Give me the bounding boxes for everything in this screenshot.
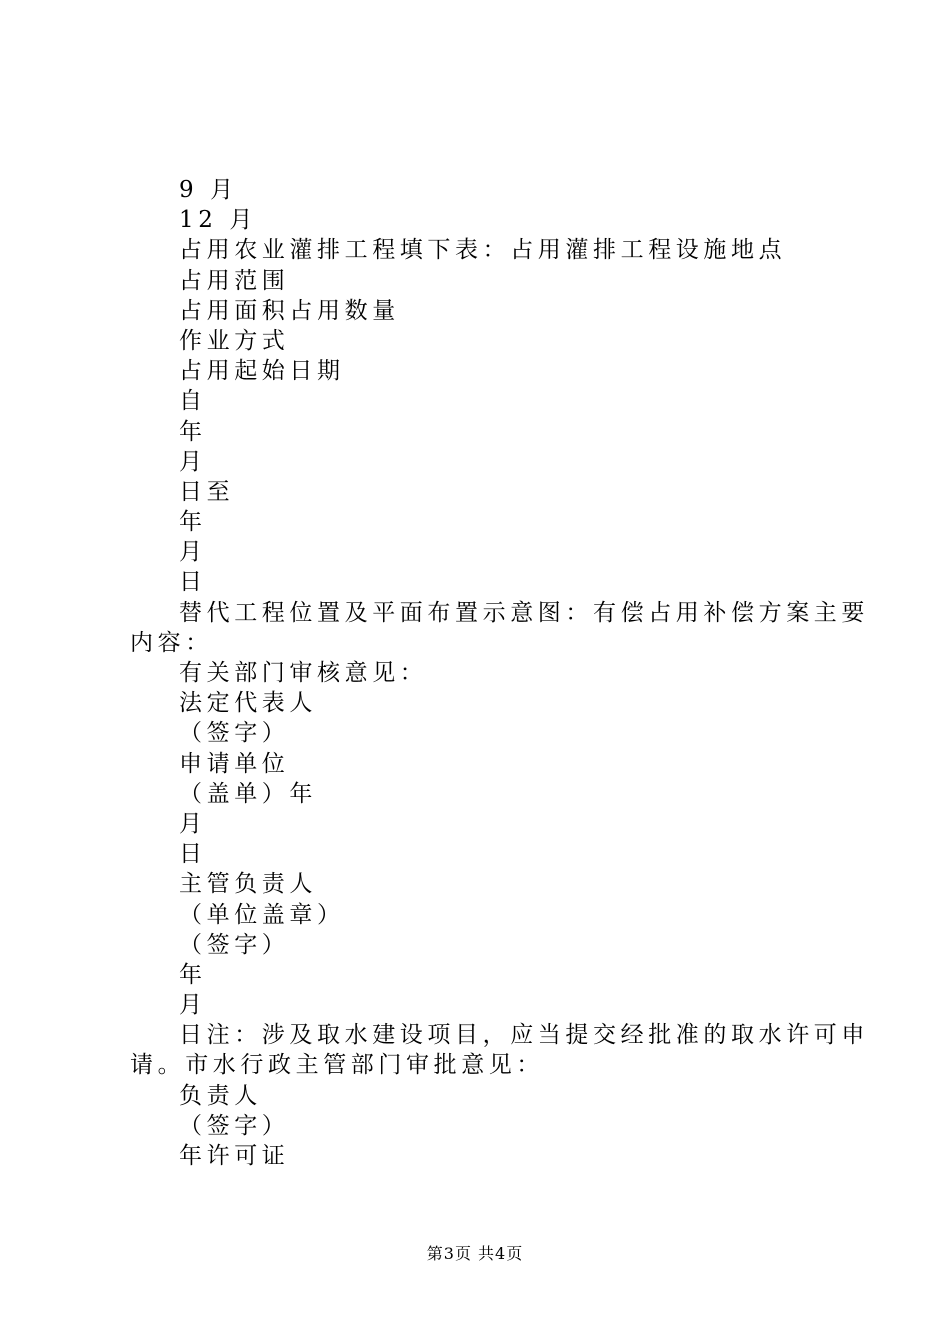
- text-line: （签字）: [179, 1112, 290, 1139]
- text-line: （签字）: [179, 931, 290, 958]
- text-line: 负责人: [179, 1082, 262, 1109]
- text-line: 自: [179, 388, 207, 415]
- text-line: 申请单位: [179, 750, 290, 777]
- text-line: 占用起始日期: [179, 358, 345, 385]
- text-line: 作业方式: [179, 327, 290, 354]
- text-line: （签字）: [179, 720, 290, 747]
- text-line: 日: [179, 569, 207, 596]
- text-line: 请。市水行政主管部门审批意见：: [130, 1052, 544, 1079]
- text-line: 法定代表人: [179, 690, 317, 717]
- text-line: 替代工程位置及平面布置示意图：有偿占用补偿方案主要: [179, 599, 869, 626]
- text-line: 年: [179, 961, 207, 988]
- page-footer: [0, 1243, 950, 1265]
- text-line: 有关部门审核意见：: [179, 660, 428, 686]
- text-line: 9 月: [179, 177, 238, 203]
- page-number: 第3页 共4页: [426, 1244, 524, 1263]
- text-line: 年许可证: [179, 1143, 290, 1169]
- text-line: 日: [179, 841, 207, 868]
- text-line: 月: [179, 992, 207, 1019]
- text-line: 日注：涉及取水建设项目，应当提交经批准的取水许可申: [179, 1022, 869, 1049]
- text-line: 主管负责人: [179, 871, 317, 898]
- text-line: 日至: [179, 478, 235, 505]
- text-line: （单位盖章）: [179, 901, 345, 928]
- text-line: 占用范围: [179, 267, 290, 294]
- text-line: 月: [179, 539, 207, 566]
- document-body: [130, 175, 869, 1171]
- text-line: 内容：: [130, 629, 213, 656]
- text-line: 占用农业灌排工程填下表：占用灌排工程设施地点: [179, 237, 787, 264]
- text-line: 年: [179, 509, 207, 536]
- text-line: 月: [179, 448, 207, 475]
- text-line: 年: [179, 418, 207, 445]
- text-line: 月: [179, 810, 207, 837]
- text-line: 占用面积占用数量: [179, 297, 400, 324]
- text-line: 12 月: [179, 207, 257, 234]
- text-line: （盖单）年: [179, 780, 317, 807]
